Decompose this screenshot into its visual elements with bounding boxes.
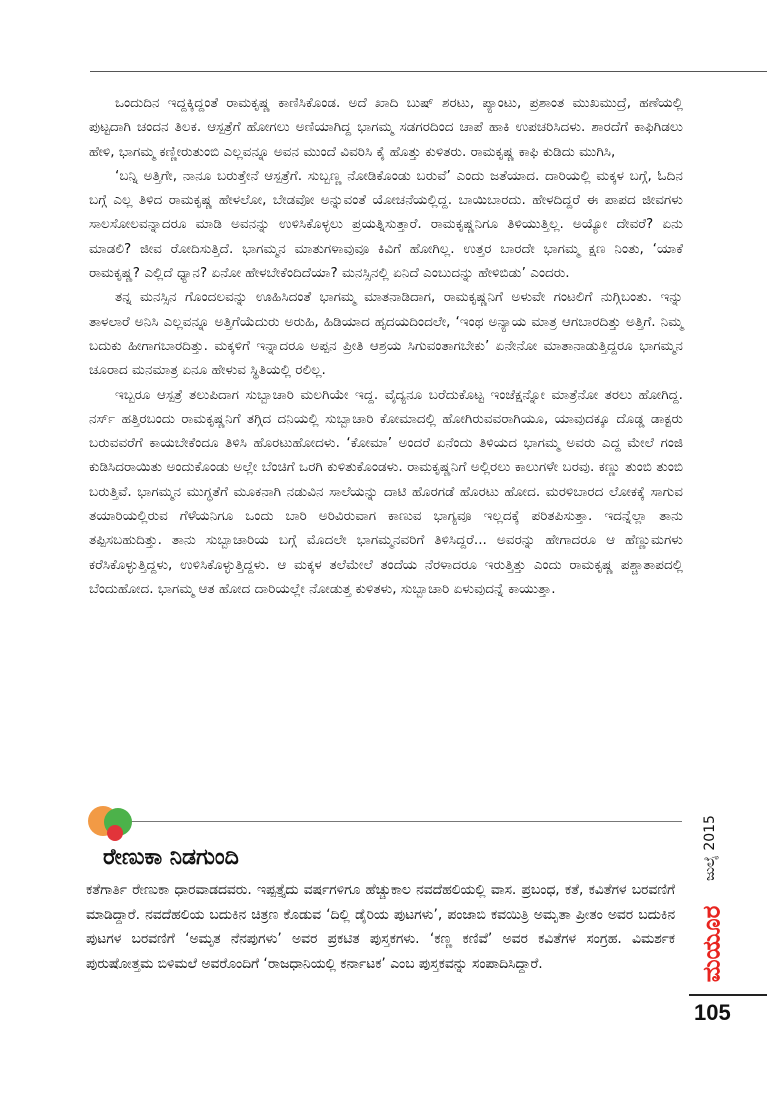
author-bio <box>86 878 675 976</box>
footer-rule <box>689 994 767 996</box>
author-name: ರೇಣುಕಾ ನಿಡಗುಂದಿ <box>103 845 239 870</box>
issue-date <box>700 808 720 888</box>
magazine-logo-text: ಮಯೂರ <box>697 905 726 983</box>
magazine-logo <box>698 907 724 981</box>
story-paragraph: ಇಬ್ಬರೂ ಆಸ್ಪತ್ರೆ ತಲುಪಿದಾಗ ಸುಬ್ಬಾಚಾರಿ ಮಲಗಿಯೇ ಇದ್ದ. ವೈದ್ಯನೂ ಬರೆದುಕೊಟ್ಟ ಇಂಜೆಕ್ಷನ್ನೋ ಮಾತ್ರೆನೋ ತರಲು ಹೋಗಿದ್ದ. ನರ್ಸ್ ಹತ್ತಿರಬಂದು ರಾಮಕೃಷ್ಣನಿಗೆ ತಗ್ಗಿದ ದನಿಯಲ್ಲಿ ಸುಬ್ಬಾಚಾರಿ ಕೋಮಾದಲ್ಲಿ ಹೋಗಿರುವವರಾಗಿಯೂ, ಯಾವುದಕ್ಕೂ ದೊಡ್ಡ ಡಾಕ್ಟರು ಬರುವವರೆಗೆ ಕಾಯಬೇಕೆಂದೂ ತಿಳಿಸಿ ಹೊರಟುಹೋದಳು. ‘ಕೋಮಾ’ ಅಂದರೆ ಏನೆಂದು ತಿಳಿಯದ ಭಾಗಮ್ಮ ಅವರು ಎದ್ದ ಮೇಲೆ ಗಂಜಿ ಕುಡಿಸಿದರಾಯಿತು ಅಂದುಕೊಂಡು ಅಲ್ಲೇ ಬೆಂಚಿಗೆ ಒರಗಿ ಕುಳಿತುಕೊಂಡಳು. ರಾಮಕೃಷ್ಣನಿಗೆ ಅಲ್ಲಿರಲು ಕಾಲುಗಳೇ ಬರವು. ಕಣ್ಣು ತುಂಬಿ ತುಂಬಿ ಬರುತ್ತಿವೆ. ಭಾಗಮ್ಮನ ಮುಗ್ಧತೆಗೆ ಮೂಕನಾಗಿ ನಡುವಿನ ಸಾಲೆಯನ್ನು ದಾಟಿ ಹೊರಗಡೆ ಹೊರಟು ಹೋದ. ಮರಳಿಬಾರದ ಲೋಕಕ್ಕೆ ಸಾಗುವ ತಯಾರಿಯಲ್ಲಿರುವ ಗೆಳೆಯನಿಗೂ ಒಂದು ಬಾರಿ ಅರಿವಿರುವಾಗ ಕಾಣುವ ಭಾಗ್ಯವೂ ಇಲ್ಲದಕ್ಕೆ ಪರಿತಪಿಸುತ್ತಾ. ಇದನ್ನೆಲ್ಲಾ ತಾನು ತಪ್ಪಿಸಬಹುದಿತ್ತು. ತಾನು ಸುಬ್ಬಾಚಾರಿಯ ಬಗ್ಗೆ ಮೊದಲೇ ಭಾಗಮ್ಮನವರಿಗೆ ತಿಳಿಸಿದ್ದರೆ... ಅವರನ್ನು ಹೇಗಾದರೂ ಆ ಹೆಣ್ಣುಮಗಳು ಕರೆಸಿಕೊಳ್ಳುತ್ತಿದ್ದಳು, ಉಳಿಸಿಕೊಳ್ಳುತ್ತಿದ್ದಳು. ಆ ಮಕ್ಕಳ ತಲೆಮೇಲೆ ತಂದೆಯ ನೆರಳಾದರೂ ಇರುತ್ತಿತ್ತು ಎಂದು ರಾಮಕೃಷ್ಣ ಪಶ್ಚಾತಾಪದಲ್ಲಿ ಬೆಂದುಹೋದ. ಭಾಗಮ್ಮ ಆತ ಹೋದ ದಾರಿಯಲ್ಲೇ ನೋಡುತ್ತ ಕುಳಿತಳು, ಸುಬ್ಬಾಚಾರಿ ಏಳುವುದನ್ನೆ ಕಾಯುತ್ತಾ. <box>89 386 683 597</box>
story-text <box>89 91 683 601</box>
author-bio-text: ಕತೆಗಾರ್ತಿ ರೇಣುಕಾ ಧಾರವಾಡದವರು. ಇಪ್ಪತ್ತೈದು ವರ್ಷಗಳಿಗೂ ಹೆಚ್ಚುಕಾಲ ನವದೆಹಲಿಯಲ್ಲಿ ವಾಸ. ಪ್ರಬಂಧ, ಕತೆ, ಕವಿತೆಗಳ ಬರವಣಿಗೆ ಮಾಡಿದ್ದಾರೆ. ನವದೆಹಲಿಯ ಬದುಕಿನ ಚಿತ್ರಣ ಕೊಡುವ ‘ದಿಲ್ಲಿ ಡೈರಿಯ ಪುಟಗಳು’, ಪಂಜಾಬಿ ಕವಯಿತ್ರಿ ಅಮೃತಾ ಪ್ರೀತಂ ಅವರ ಬದುಕಿನ ಪುಟಗಳ ಬರವಣಿಗೆ ‘ಅಮೃತ ನೆನಪುಗಳು’ ಅವರ ಪ್ರಕಟಿತ ಪುಸ್ತಕಗಳು. ‘ಕಣ್ಣ ಕಣಿವೆ’ ಅವರ ಕವಿತೆಗಳ ಸಂಗ್ರಹ. ವಿಮರ್ಶಕ ಪುರುಷೋತ್ತಮ ಬಿಳಿಮಲೆ ಅವರೊಂದಿಗೆ ‘ರಾಜಧಾನಿಯಲ್ಲಿ ಕರ್ನಾಟಕ’ ಎಂಬ ಪುಸ್ತಕವನ್ನು ಸಂಪಾದಿಸಿದ್ದಾರೆ. <box>86 882 675 972</box>
page-number: 105 <box>694 1000 731 1025</box>
story-paragraph: ತನ್ನ ಮನಸ್ಸಿನ ಗೊಂದಲವನ್ನು ಊಹಿಸಿದಂತೆ ಭಾಗಮ್ಮ ಮಾತನಾಡಿದಾಗ, ರಾಮಕೃಷ್ಣನಿಗೆ ಅಳುವೇ ಗಂಟಲಿಗೆ ನುಗ್ಗಿಬಂತು. ಇನ್ನು ತಾಳಲಾರೆ ಅನಿಸಿ ಎಲ್ಲವನ್ನೂ ಅತ್ತಿಗೆಯೆದುರು ಅರುಹಿ, ಹಿಡಿಯಾದ ಹೃದಯದಿಂದಲೇ, ‘ಇಂಥ ಅನ್ಯಾಯ ಮಾತ್ರ ಆಗಬಾರದಿತ್ತು ಅತ್ತಿಗೆ. ನಿಮ್ಮ ಬದುಕು ಹೀಗಾಗಬಾರದಿತ್ತು. ಮಕ್ಕಳಿಗೆ ಇನ್ನಾದರೂ ಅಪ್ಪನ ಪ್ರೀತಿ ಆಶ್ರಯ ಸಿಗುವಂತಾಗಬೇಕು’ ಏನೇನೋ ಮಾತಾನಾಡುತ್ತಿದ್ದರೂ ಭಾಗಮ್ಮನ ಚೂರಾದ ಮನಮಾತ್ರ ಏನೂ ಹೇಳುವ ಸ್ಥಿತಿಯಲ್ಲಿ ರಲಿಲ್ಲ. <box>89 289 683 379</box>
story-paragraph: ‘ಬನ್ನಿ ಅತ್ತಿಗೇ, ನಾನೂ ಬರುತ್ತೇನೆ ಆಸ್ಪತ್ರೆಗೆ. ಸುಬ್ಬಣ್ಣ ನೋಡಿಕೊಂಡು ಬರುವೆ’ ಎಂದು ಜತೆಯಾದ. ದಾರಿಯಲ್ಲಿ ಮಕ್ಕಳ ಬಗ್ಗೆ, ಓದಿನ ಬಗ್ಗೆ ಎಲ್ಲ ತಿಳಿದ ರಾಮಕೃಷ್ಣ ಹೇಳಲೋ, ಬೇಡವೋ ಅನ್ನುವಂತೆ ಯೋಚನೆಯಲ್ಲಿದ್ದ. ಬಾಯಿಬಾರದು. ಹೇಳದಿದ್ದರೆ ಈ ಪಾಪದ ಜೀವಗಳು ಸಾಲಸೋಲವನ್ನಾದರೂ ಮಾಡಿ ಅವನನ್ನು ಉಳಿಸಿಕೊಳ್ಳಲು ಪ್ರಯತ್ನಿಸುತ್ತಾರೆ. ರಾಮಕೃಷ್ಣನಿಗೂ ತಿಳಿಯುತ್ತಿಲ್ಲ. ಅಯ್ಯೋ ದೇವರೆ? ಏನು ಮಾಡಲಿ? ಜೀವ ರೋದಿಸುತ್ತಿದೆ. ಭಾಗಮ್ಮನ ಮಾತುಗಳಾವುವೂ ಕಿವಿಗೆ ಹೋಗಿಲ್ಲ. ಉತ್ತರ ಬಾರದೇ ಭಾಗಮ್ಮ ಕ್ಷಣ ನಿಂತು, ‘ಯಾಕೆ ರಾಮಕೃಷ್ಣ? ಎಲ್ಲಿದೆ ಧ್ಯಾನ? ಏನೋ ಹೇಳಬೇಕೆಂದಿದೆಯಾ? ಮನಸ್ಸಿನಲ್ಲಿ ಏನಿದೆ ಎಂಬುದನ್ನು ಹೇಳಿಬಿಡು’ ಎಂದರು. <box>89 167 683 282</box>
decorative-red-dot <box>107 825 123 841</box>
header-rule <box>90 71 767 72</box>
section-divider <box>128 821 682 822</box>
issue-date-text: ಜುಲೈ 2015 <box>702 815 718 881</box>
story-paragraph: ಒಂದುದಿನ ಇದ್ದಕ್ಕಿದ್ದಂತೆ ರಾಮಕೃಷ್ಣ ಕಾಣಿಸಿಕೊಂಡ. ಅದೆ ಖಾದಿ ಬುಷ್ ಶರಟು, ಪ್ಯಾಂಟು, ಪ್ರಶಾಂತ ಮುಖಮುದ್ರೆ, ಹಣೆಯಲ್ಲಿ ಪುಟ್ಟದಾಗಿ ಚಂದನ ತಿಲಕ. ಆಸ್ಪತ್ರೆಗೆ ಹೋಗಲು ಅಣಿಯಾಗಿದ್ದ ಭಾಗಮ್ಮ ಸಡಗರದಿಂದ ಚಾಪೆ ಹಾಕಿ ಉಪಚರಿಸಿದಳು. ಶಾರದೆಗೆ ಕಾಫಿಗಿಡಲು ಹೇಳಿ, ಭಾಗಮ್ಮ ಕಣ್ಣೀರುತುಂಬಿ ಎಲ್ಲವನ್ನೂ ಅವನ ಮುಂದೆ ವಿವರಿಸಿ ಕೈ ಹೊತ್ತು ಕುಳಿತರು. ರಾಮಕೃಷ್ಣ ಕಾಫಿ ಕುಡಿದು ಮುಗಿಸಿ, <box>89 95 683 160</box>
